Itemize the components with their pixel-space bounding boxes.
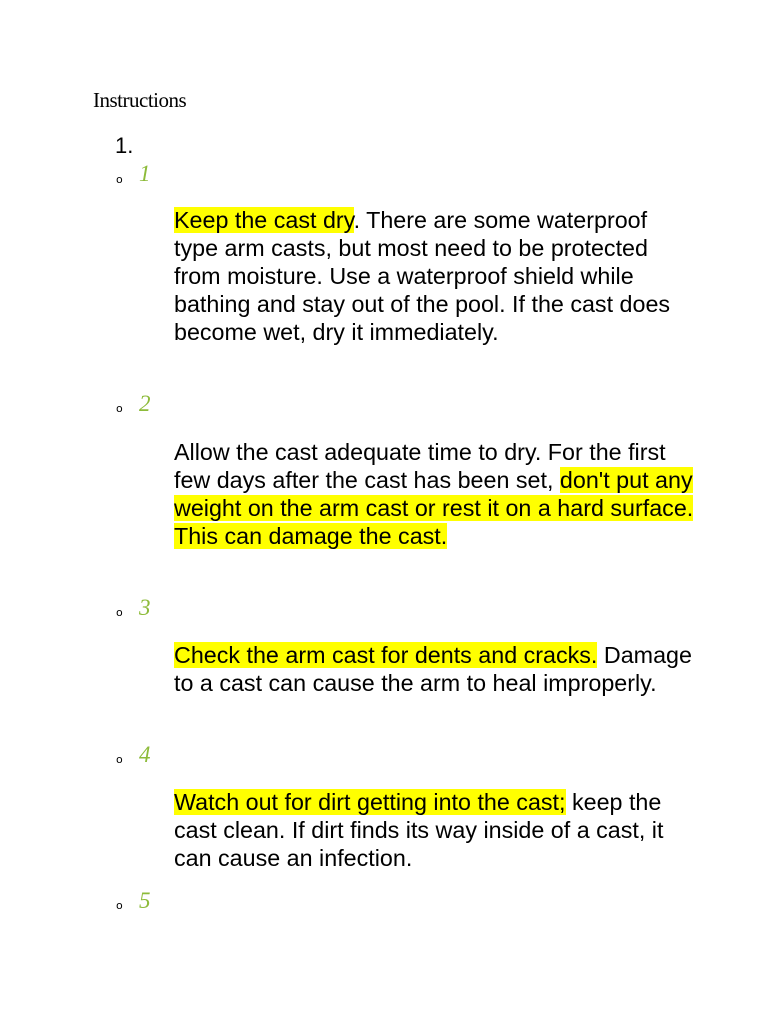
step-text-highlighted: Keep the cast dry (174, 207, 354, 233)
step-number: 4 (139, 742, 151, 767)
step-paragraph (174, 206, 694, 346)
step-paragraph (174, 788, 694, 872)
list-number: 1. (115, 133, 134, 158)
step-text: Damage to a cast can cause the arm to heal improperly. (174, 642, 692, 696)
bullet-marker: o (116, 606, 123, 619)
step-paragraph (174, 641, 694, 697)
bullet-marker: o (116, 753, 123, 766)
step-text: Allow the cast adequate time to dry. For the first few days after the cast has been set, (174, 439, 666, 493)
step-text: keep the cast clean. If dirt finds its way inside of a cast, it can cause an infection. (174, 789, 664, 871)
step-number: 1 (139, 161, 151, 186)
step-text-highlighted: Watch out for dirt getting into the cast; (174, 789, 566, 815)
step-text-highlighted: don't put any weight on the arm cast or rest it on a hard surface. This can damage the cast. (174, 467, 694, 549)
step-number: 3 (139, 595, 151, 620)
instructions-heading: Instructions (93, 88, 187, 112)
step-paragraph (174, 438, 694, 550)
bullet-marker: o (116, 899, 123, 912)
step-number: 2 (139, 391, 151, 416)
step-number: 5 (139, 888, 151, 913)
step-text: . There are some waterproof type arm casts, but most need to be protected from moisture. Use a waterproof shield while bathing and stay out of the pool. If the cast does become wet, dry it immediately. (174, 207, 671, 345)
bullet-marker: o (116, 173, 123, 186)
bullet-marker: o (116, 402, 123, 415)
step-text-highlighted: Check the arm cast for dents and cracks. (174, 642, 598, 668)
